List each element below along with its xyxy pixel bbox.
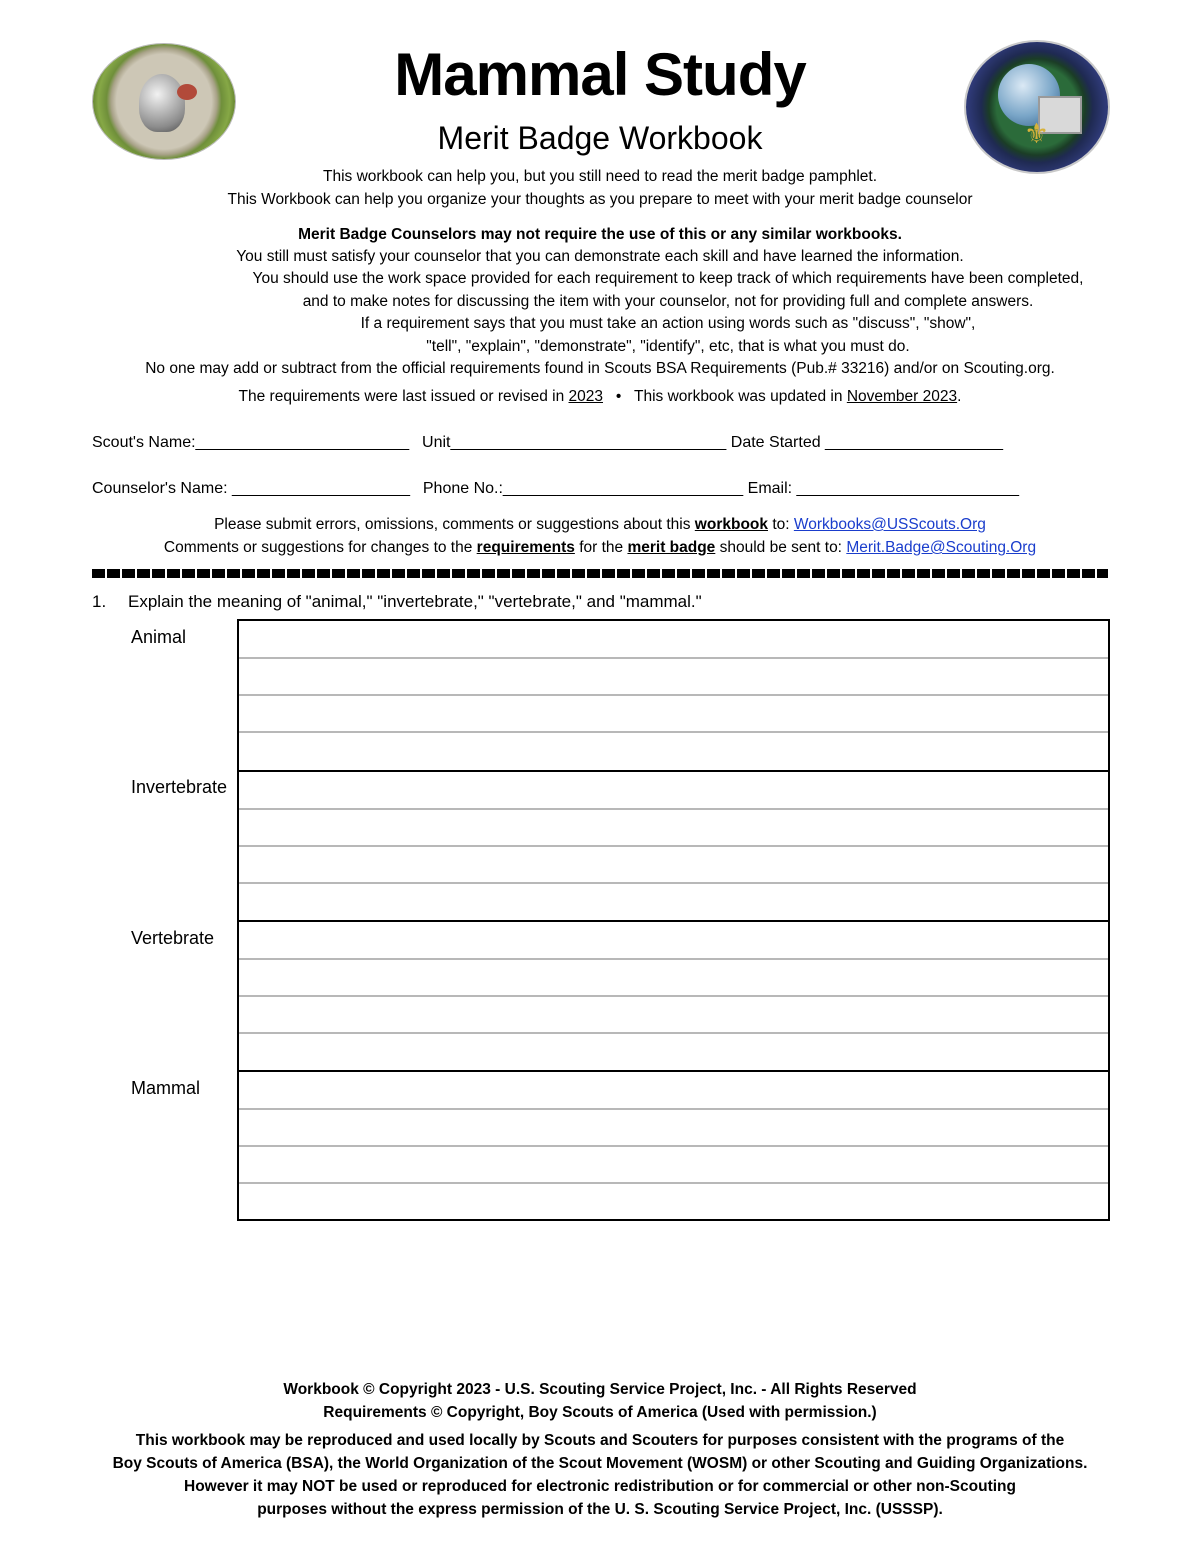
writing-line [239, 1182, 1108, 1184]
workbook-word: workbook [694, 516, 768, 533]
intro-line: No one may add or subtract from the official requirements found in Scouts BSA Requirements (Pub.# 33216) and/or on Scouting.org. [145, 360, 1055, 377]
feedback-text: Please submit errors, omissions, comments or suggestions about this [214, 516, 691, 533]
feedback-text: should be sent to: [719, 539, 842, 556]
writing-line [239, 808, 1108, 810]
answer-area-mammal[interactable] [239, 1070, 1108, 1221]
intro-line: If a requirement says that you must take an action using words such as "discuss", "show", [360, 315, 976, 332]
issued-label: The requirements were last issued or revised in [238, 388, 565, 405]
answer-label-vertebrate: Vertebrate [131, 928, 215, 948]
writing-line [239, 845, 1108, 847]
scout-info-row [92, 434, 1003, 452]
fleur-de-lis-icon: ⚜ [1024, 118, 1050, 149]
answer-area-invertebrate[interactable] [239, 770, 1108, 921]
writing-line [239, 958, 1108, 960]
answer-label-invertebrate: Invertebrate [131, 777, 228, 797]
intro-line: "tell", "explain", "demonstrate", "identify", etc, that is what you must do. [426, 338, 910, 355]
answer-area-animal[interactable] [239, 621, 1108, 770]
email-field[interactable]: Email: _________________________ [747, 480, 1019, 497]
requirement-1 [92, 592, 702, 612]
answer-table [237, 619, 1110, 1221]
requirement-number: 1. [92, 592, 107, 611]
copyright-line: Workbook © Copyright 2023 - U.S. Scouting Service Project, Inc. - All Rights Reserved [283, 1381, 917, 1398]
phone-field[interactable]: Phone No.:___________________________ [422, 480, 744, 497]
updated-period: . [957, 388, 962, 405]
feedback-text: Comments or suggestions for changes to the [163, 539, 473, 556]
page-subtitle: Merit Badge Workbook [437, 120, 763, 156]
counselor-name-field[interactable]: Counselor's Name: ____________________ [92, 480, 410, 497]
issued-year: 2023 [568, 388, 603, 405]
writing-line [239, 882, 1108, 884]
requirement-text: Explain the meaning of "animal," "invertebrate," "vertebrate," and "mammal." [128, 592, 702, 611]
unit-field[interactable]: Unit_______________________________ [422, 434, 727, 451]
requirements-word: requirements [476, 539, 575, 556]
intro-line: You should use the work space provided for each requirement to keep track of which requirements have been completed, [252, 270, 1084, 287]
counselor-notice: Merit Badge Counselors may not require the use of this or any similar workbooks. [298, 226, 902, 243]
revision-info [0, 386, 1200, 409]
writing-line [239, 1145, 1108, 1147]
answer-label-mammal: Mammal [131, 1078, 201, 1098]
updated-label: This workbook was updated in [634, 388, 843, 405]
answer-label-animal: Animal [131, 627, 187, 647]
workbooks-email-link[interactable]: Workbooks@USScouts.Org [793, 516, 986, 533]
feedback-text: for the [579, 539, 624, 556]
license-line: Boy Scouts of America (BSA), the World Organization of the Scout Movement (WOSM) or other Scouting and Guiding Organizations. [112, 1455, 1088, 1472]
copyright-line: Requirements © Copyright, Boy Scouts of America (Used with permission.) [323, 1404, 877, 1421]
feedback-line [0, 537, 1200, 560]
updated-date: November 2023 [846, 388, 958, 405]
writing-line [239, 731, 1108, 733]
answer-area-vertebrate[interactable] [239, 920, 1108, 1071]
intro-line: You still must satisfy your counselor that you can demonstrate each skill and have learned the information. [236, 248, 964, 265]
date-started-field[interactable]: Date Started ____________________ [730, 434, 1004, 451]
writing-line [239, 1108, 1108, 1110]
bullet-separator: • [615, 388, 622, 405]
feedback-line [0, 514, 1200, 537]
dashed-separator [92, 569, 1108, 578]
writing-line [239, 995, 1108, 997]
intro-line: This workbook can help you, but you still need to read the merit badge pamphlet. [322, 168, 878, 185]
writing-line [239, 694, 1108, 696]
page-title: Mammal Study [394, 41, 806, 108]
writing-line [239, 1032, 1108, 1034]
scout-name-field[interactable]: Scout's Name:________________________ [92, 434, 410, 451]
counselor-info-row [92, 480, 1019, 498]
intro-line: This Workbook can help you organize your thoughts as you prepare to meet with your merit badge counselor [227, 191, 973, 208]
license-line: purposes without the express permission of the U. S. Scouting Service Project, Inc. (USSSP). [257, 1501, 943, 1518]
merit-badge-word: merit badge [627, 539, 716, 556]
feedback-text: to: [772, 516, 790, 533]
intro-line: and to make notes for discussing the item with your counselor, not for providing full and complete answers. [302, 293, 1034, 310]
license-line: This workbook may be reproduced and used locally by Scouts and Scouters for purposes consistent with the programs of the [135, 1432, 1065, 1449]
merit-badge-email-link[interactable]: Merit.Badge@Scouting.Org [846, 539, 1037, 556]
license-line: However it may NOT be used or reproduced for electronic redistribution or for commercial or other non-Scouting [184, 1478, 1016, 1495]
writing-line [239, 657, 1108, 659]
